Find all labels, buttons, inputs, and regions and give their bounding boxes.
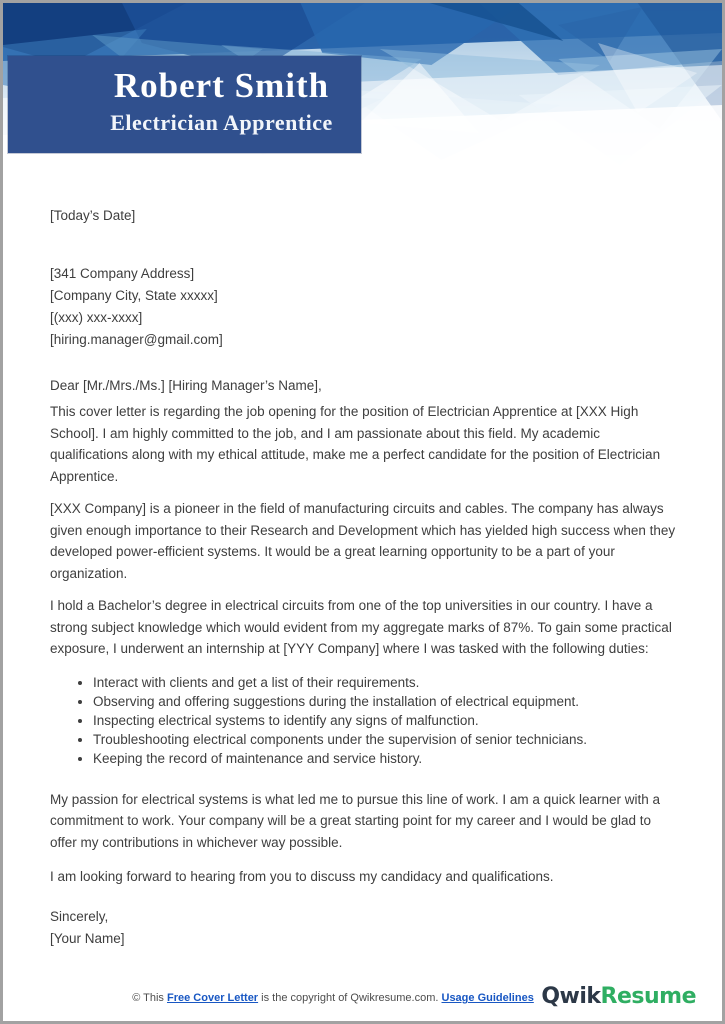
header-banner [3,3,722,168]
applicant-job-title: Electrician Apprentice [110,110,333,135]
duty-item: • Observing and offering suggestions during the installation of electrical equipment. [93,692,680,711]
usage-guidelines-link[interactable]: Usage Guidelines [441,992,534,1004]
logo-resume-text: Resume [600,984,696,1009]
company-address-block [50,263,680,351]
duty-item: • Interact with clients and get a list of their requirements. [93,673,680,692]
signature-placeholder: [Your Name] [50,930,125,946]
letter-paragraph: My passion for electrical systems is what led me to pursue this line of work. I am a quick learner with a commitment to work. Your company will be a great starting point for my career and I would be glad to offer my contributions in whichever way possible. [50,791,660,850]
letter-paragraph: I hold a Bachelor’s degree in electrical circuits from one of the top universities in our country. I have a strong subject knowledge which would evident from my aggregate marks of 87%. To gain some practical exposure, I underwent an internship at [YYY Company] where I was tasked with the following duties: [50,598,672,656]
duty-item: • Inspecting electrical systems to identify any signs of malfunction. [93,711,680,730]
letter-paragraph: I am looking forward to hearing from you to discuss my candidacy and qualifications. [50,869,554,884]
signature-block [50,906,680,950]
duty-item: • Troubleshooting electrical components under the supervision of senior technicians. [93,730,680,749]
address-line: [341 Company Address] [50,265,195,281]
letter-body [3,205,722,950]
address-line: [Company City, State xxxxx] [50,287,218,303]
salutation: Dear [Mr./Mrs./Ms.] [Hiring Manager’s Name], [50,377,322,393]
duties-list [50,673,680,768]
signoff: Sincerely, [50,908,109,924]
date-placeholder: [Today’s Date] [50,208,136,223]
address-line: [(xxx) xxx-xxxx] [50,309,143,325]
applicant-name: Robert Smith [113,66,330,105]
letter-paragraph: This cover letter is regarding the job opening for the position of Electrician Apprentice at [XXX High School]. I am highly committed to the job, and I am passionate about this field. My academic qualifications along with my ethical attitude, make me a perfect candidate for the position of Electrician Apprentice. [50,404,661,484]
address-line: [hiring.manager@gmail.com] [50,331,223,347]
free-cover-letter-link[interactable]: Free Cover Letter [167,992,259,1004]
letter-paragraph: [XXX Company] is a pioneer in the field of manufacturing circuits and cables. The company has always given enough importance to their Research and Development which has yielded high success when they developed power-efficient systems. It would be a great learning opportunity to be a part of your organization. [50,501,676,581]
qwikresume-logo[interactable] [541,984,696,1009]
duty-item: • Keeping the record of maintenance and service history. [93,749,680,768]
logo-qwik-text: Qwik [541,984,601,1009]
copyright-prefix: © This [132,992,167,1004]
name-title-box [8,56,361,153]
copyright-middle: is the copyright of Qwikresume.com. [258,992,442,1004]
